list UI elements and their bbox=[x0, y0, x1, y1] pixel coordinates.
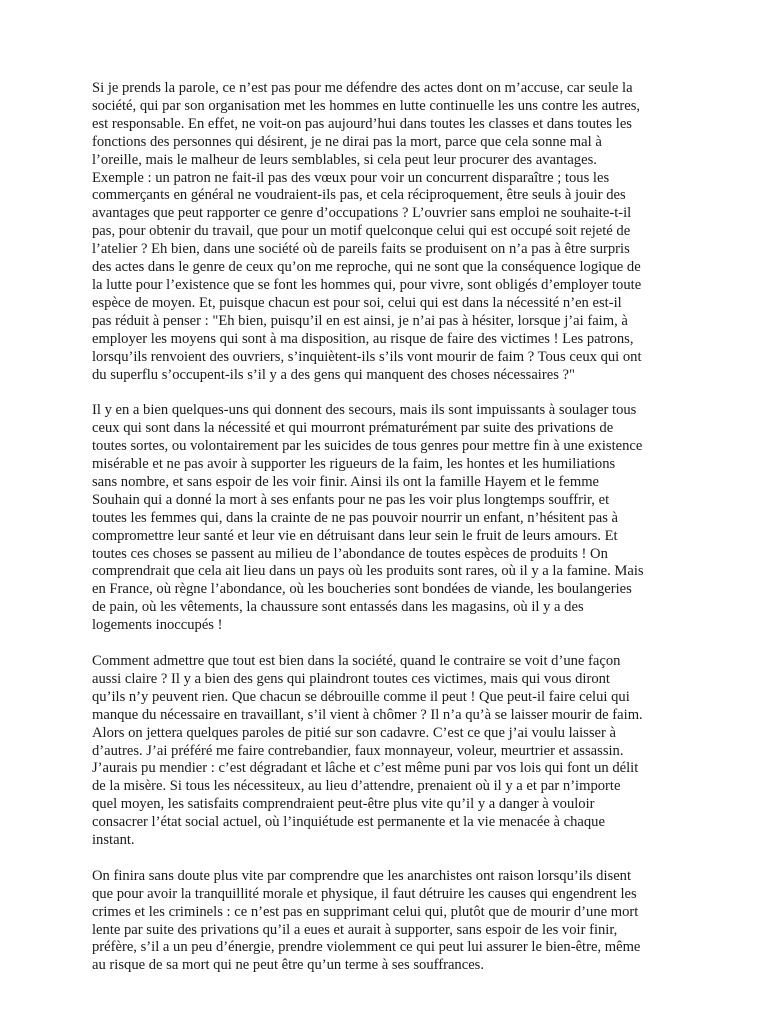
document-page bbox=[92, 80, 682, 993]
paragraph-1: Si je prends la parole, ce n’est pas pour me défendre des actes dont on m’accuse, car seule la société, qui par son organisation met les hommes en lutte continuelle les uns contre les autres, est responsable. En effet, ne voit-on pas aujourd’hui dans toutes les classes et dans toutes les fonctions des personnes qui désirent, je ne dirai pas la mort, parce que cela sonne mal à l’oreille, mais le malheur de leurs semblables, si cela peut leur procurer des avantages. Exemple : un patron ne fait-il pas des vœux pour voir un concurrent disparaître ; tous les commerçants en général ne voudraient-ils pas, et cela réciproquement, être seuls à jouir des avantages que peut rapporter ce genre d’occupations ? L’ouvrier sans emploi ne souhaite-t-il pas, pour obtenir du travail, que pour un motif quelconque celui qui est occupé soit rejeté de l’atelier ? Eh bien, dans une société où de pareils faits se produisent on n’a pas à être surpris des actes dans le genre de ceux qu’on me reproche, qui ne sont que la conséquence logique de la lutte pour l’existence que se font les hommes qui, pour vivre, sont obligés d’employer toute espèce de moyen. Et, puisque chacun est pour soi, celui qui est dans la nécessité n’en est-il pas réduit à penser : "Eh bien, puisqu’il en est ainsi, je n’ai pas à hésiter, lorsque j’ai faim, à employer les moyens qui sont à ma disposition, au risque de faire des victimes ! Les patrons, lorsqu’ils renvoient des ouvriers, s’inquiètent-ils s’ils vont mourir de faim ? Tous ceux qui ont du superflu s’occupent-ils s’il y a des gens qui manquent des choses nécessaires ?" bbox=[92, 80, 642, 383]
paragraph-4: On finira sans doute plus vite par comprendre que les anarchistes ont raison lorsqu’ils disent que pour avoir la tranquillité morale et physique, il faut détruire les causes qui engendrent les crimes et les criminels : ce n’est pas en supprimant celui qui, plutôt que de mourir d’une mort lente par suite des privations qu’il a eues et aurait à supporter, sans espoir de les voir finir, préfère, s’il a un peu d’énergie, prendre violemment ce qui peut lui assurer le bien-être, même au risque de sa mort qui ne peut être qu’un terme à ses souffrances. bbox=[92, 867, 641, 974]
paragraph-2: Il y en a bien quelques-uns qui donnent des secours, mais ils sont impuissants à soulager tous ceux qui sont dans la nécessité et qui mourront prématurément par suite des privations de toutes sortes, ou volontairement par les suicides de tous genres pour mettre fin à une existence misérable et ne pas avoir à supporter les rigueurs de la faim, les hontes et les humiliations sans nombre, et sans espoir de les voir finir. Ainsi ils ont la famille Hayem et le femme Souhain qui a donné la mort à ses enfants pour ne pas les voir plus longtemps souffrir, et toutes les femmes qui, dans la crainte de ne pas pouvoir nourrir un enfant, n’hésitent pas à compromettre leur santé et leur vie en détruisant dans leur sein le fruit de leurs amours. Et toutes ces choses se passent au milieu de l’abondance de toutes espèces de produits ! On comprendrait que cela ait lieu dans un pays où les produits sont rares, où il y a la famine. Mais en France, où règne l’abondance, où les boucheries sont bondées de viande, les boulangeries de pain, où les vêtements, la chaussure sont entassés dans les magasins, où il y a des logements inoccupés ! bbox=[92, 402, 644, 634]
paragraph-3: Comment admettre que tout est bien dans la société, quand le contraire se voit d’une façon aussi claire ? Il y a bien des gens qui plaindront toutes ces victimes, mais qui vous diront qu’ils n’y peuvent rien. Que chacun se débrouille comme il peut ! Que peut-il faire celui qui manque du nécessaire en travaillant, s’il vient à chômer ? Il n’a qu’à se laisser mourir de faim. Alors on jettera quelques paroles de pitié sur son cadavre. C’est ce que j’ai voulu laisser à d’autres. J’ai préféré me faire contrebandier, faux monnayeur, voleur, meurtrier et assassin. J’aurais pu mendier : c’est dégradant et lâche et c’est même puni par vos lois qui font un délit de la misère. Si tous les nécessiteux, au lieu d’attendre, prenaient où il y a et par n’importe quel moyen, les satisfaits comprendraient peut-être plus vite qu’il y a danger à vouloir consacrer l’état social actuel, où l’inquiétude est permanente et la vie menacée à chaque instant. bbox=[92, 652, 643, 849]
